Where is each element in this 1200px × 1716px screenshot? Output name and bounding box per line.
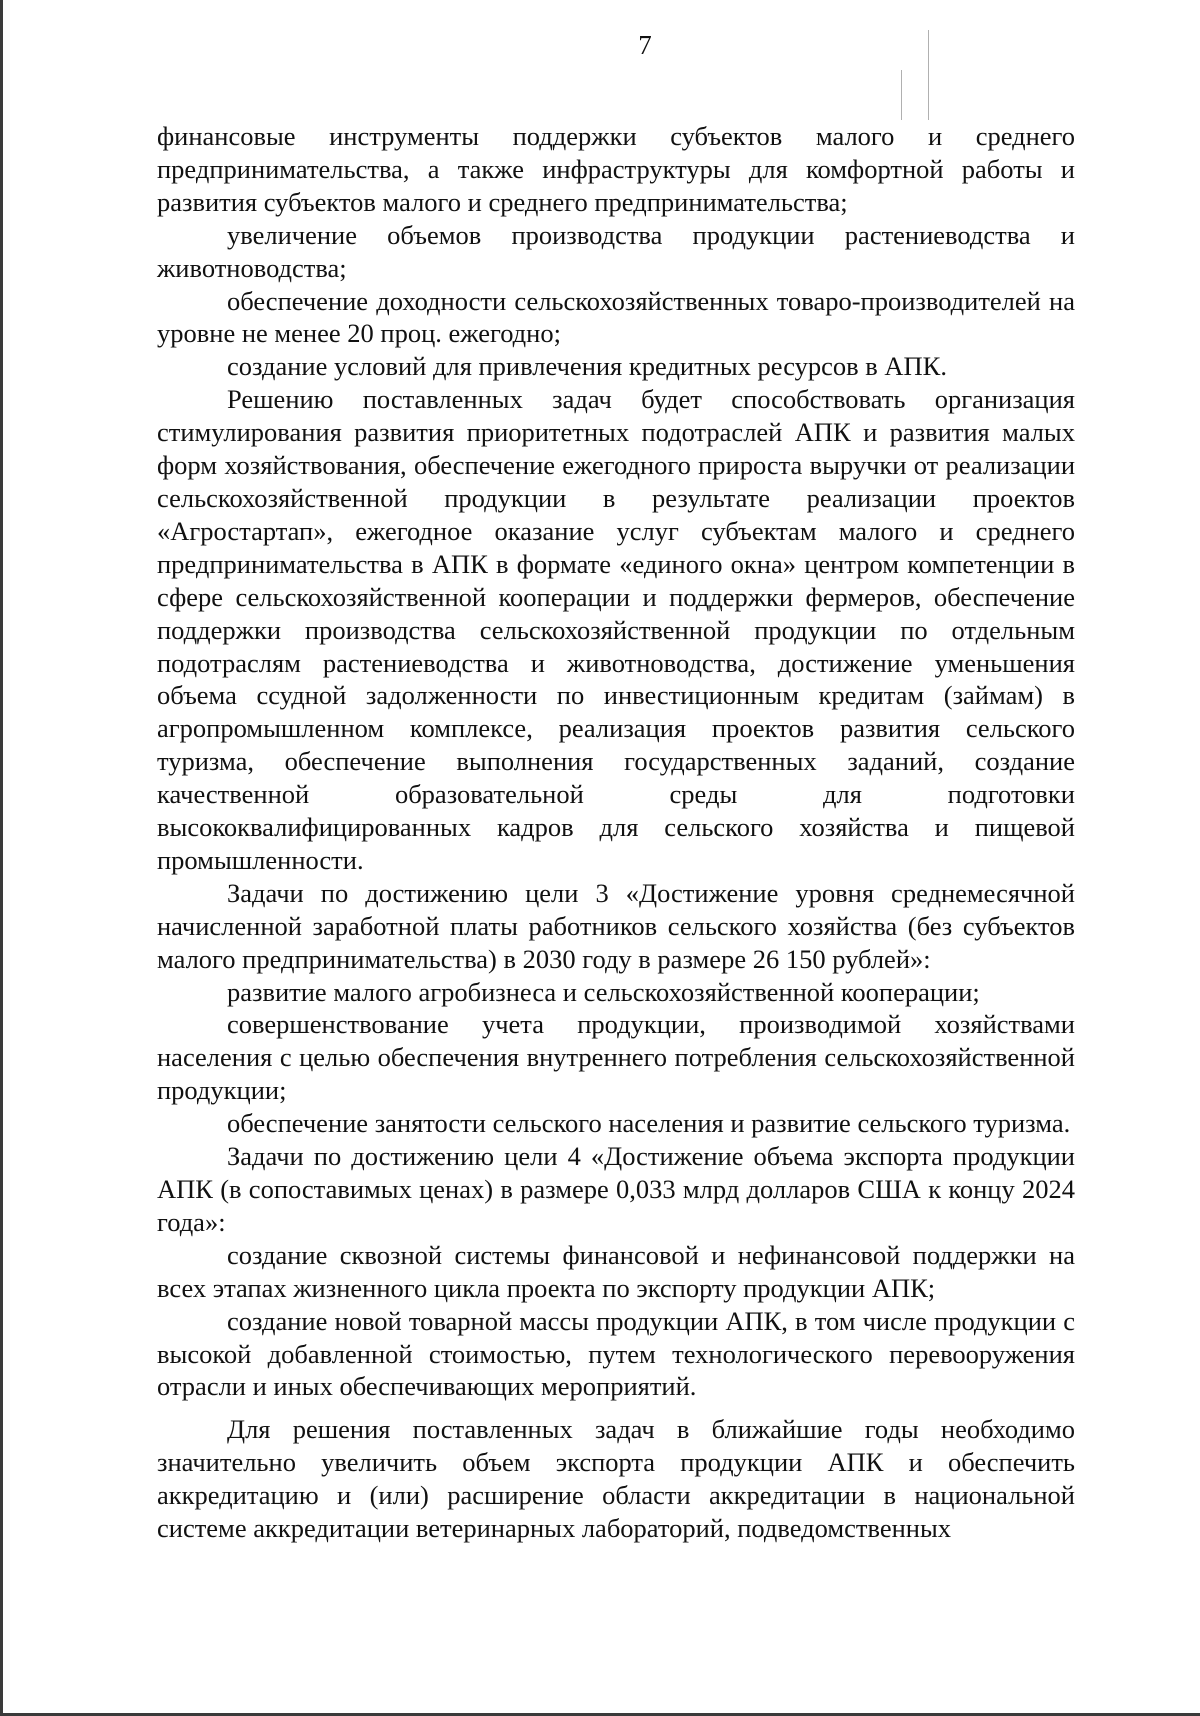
paragraph: финансовые инструменты поддержки субъектов малого и среднего предпринимательства, а также инфраструктуры для комфортной работы и развития субъектов малого и среднего предпринимательства;: [157, 121, 1075, 217]
paragraph: создание новой товарной массы продукции АПК, в том числе продукции с высокой добавленной стоимостью, путем технологического перевооружения отрасли и иных обеспечивающих мероприятий.: [157, 1305, 1075, 1402]
paragraph: развитие малого агробизнеса и сельскохозяйственной кооперации;: [227, 976, 980, 1007]
page-number: 7: [638, 30, 652, 60]
paragraph: Задачи по достижению цели 3 «Достижение уровня среднемесячной начисленной заработной платы работников сельского хозяйства (без субъектов малого предпринимательства) в 2030 году в размере 26 150 рублей»:: [157, 877, 1075, 974]
paragraph: Решению поставленных задач будет способствовать организация стимулирования развития приоритетных подотраслей АПК и развития малых форм хозяйствования, обеспечение ежегодного прироста выручки от реализации сельскохозяйственной продукции в результате реализации проектов «Агростартап», ежегодное оказание услуг субъектам малого и среднего предпринимательства в АПК в формате «единого окна» центром компетенции в сфере сельскохозяйственной кооперации и поддержки фермеров, обеспечение поддержки производства сельскохозяйственной продукции по отдельным подотраслям растениеводства и животноводства, достижение уменьшения объема ссудной задолженности по инвестиционным кредитам (займам) в агропромышленном комплексе, реализация проектов развития сельского туризма, обеспечение выполнения государственных заданий, создание качественной образовательной среды для подготовки высококвалифицированных кадров для сельского хозяйства и пищевой промышленности.: [157, 384, 1075, 875]
document-body: [157, 120, 1075, 1545]
scan-artifact-mark: [901, 70, 902, 120]
scan-left-edge: [0, 0, 3, 1716]
paragraph: обеспечение занятости сельского населения и развитие сельского туризма.: [227, 1108, 1071, 1139]
paragraph: обеспечение доходности сельскохозяйственных товаро-производителей на уровне не менее 20 проц. ежегодно;: [157, 285, 1075, 349]
paragraph: совершенствование учета продукции, производимой хозяйствами населения с целью обеспечения внутреннего потребления сельскохозяйственной продукции;: [157, 1009, 1075, 1106]
paragraph: создание сквозной системы финансовой и нефинансовой поддержки на всех этапах жизненного цикла проекта по экспорту продукции АПК;: [157, 1239, 1075, 1303]
paragraph: создание условий для привлечения кредитных ресурсов в АПК.: [227, 351, 947, 382]
paragraph: Задачи по достижению цели 4 «Достижение объема экспорта продукции АПК (в сопоставимых ценах) в размере 0,033 млрд долларов США к концу 2024 года»:: [157, 1141, 1075, 1237]
paragraph: Для решения поставленных задач в ближайшие годы необходимо значительно увеличить объем экспорта продукции АПК и обеспечить аккредитацию и (или) расширение области аккредитации в национальной системе аккредитации ветеринарных лабораторий, подведомственных: [157, 1414, 1075, 1544]
paragraph: увеличение объемов производства продукции растениеводства и животноводства;: [157, 219, 1075, 283]
